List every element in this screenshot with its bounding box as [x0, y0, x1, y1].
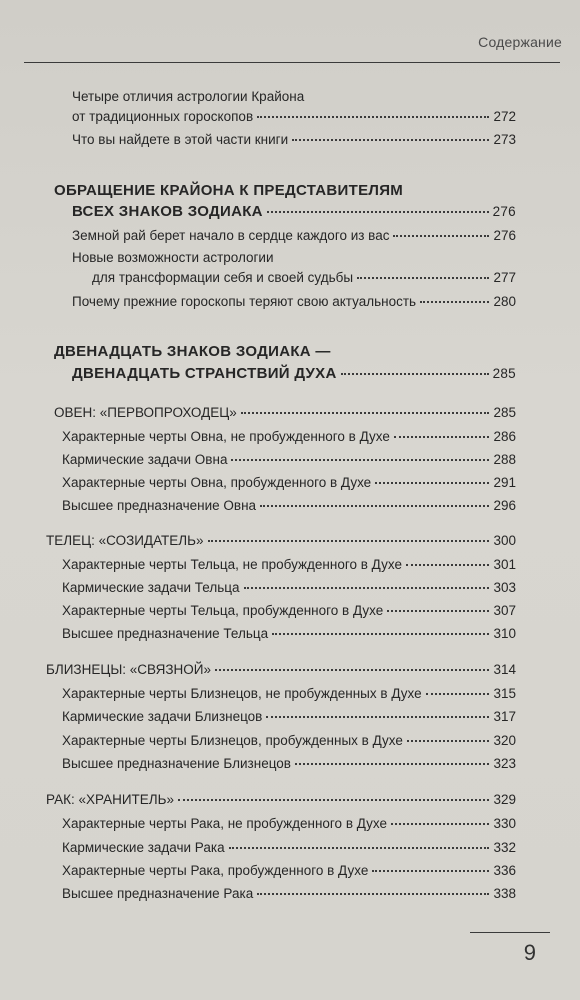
toc-page-number: 320 — [493, 733, 516, 748]
footer-rule — [470, 932, 550, 933]
toc-entry-text: Характерные черты Рака, пробужденного в Духе — [62, 863, 369, 878]
toc-entry — [62, 625, 516, 643]
leader-dots — [260, 505, 489, 507]
toc-entry — [72, 108, 516, 126]
toc-entry — [72, 293, 516, 311]
sign-title-text: БЛИЗНЕЦЫ: «СВЯЗНОЙ» — [46, 662, 211, 677]
leader-dots — [426, 693, 490, 695]
leader-dots — [229, 847, 490, 849]
toc-page-number: 338 — [493, 886, 516, 901]
toc-page-number: 296 — [493, 498, 516, 513]
sign-title-text: ТЕЛЕЦ: «СОЗИДАТЕЛЬ» — [46, 533, 204, 548]
toc-page-number: 277 — [493, 270, 516, 285]
toc-entry-text: Кармические задачи Близнецов — [62, 709, 263, 724]
leader-dots — [267, 211, 489, 213]
leader-dots — [208, 540, 490, 542]
section-title — [72, 203, 516, 221]
section-title-line: ОБРАЩЕНИЕ КРАЙОНА К ПРЕДСТАВИТЕЛЯМ — [54, 182, 404, 199]
toc-entry — [62, 579, 516, 597]
leader-dots — [244, 587, 490, 589]
toc-entry — [62, 708, 516, 726]
toc-page-number: 323 — [493, 756, 516, 771]
toc-page-number: 285 — [493, 405, 516, 420]
section-title — [72, 365, 516, 383]
leader-dots — [272, 633, 489, 635]
toc-entry-text: Высшее предназначение Рака — [62, 886, 254, 901]
toc-page-number: 330 — [493, 816, 516, 831]
leader-dots — [407, 740, 490, 742]
toc-entry-text: Характерные черты Овна, не пробужденного в Духе — [62, 429, 390, 444]
toc-page-number: 300 — [493, 533, 516, 548]
toc-page-number: 310 — [493, 626, 516, 641]
toc-entry-text: Земной рай берет начало в сердце каждого из вас — [72, 228, 390, 243]
toc-entry — [62, 755, 516, 773]
toc-entry — [62, 428, 516, 446]
leader-dots — [406, 564, 490, 566]
toc-entry-text: Высшее предназначение Близнецов — [62, 756, 291, 771]
leader-dots — [341, 373, 489, 375]
leader-dots — [215, 669, 490, 671]
toc-page-number: 317 — [493, 709, 516, 724]
leader-dots — [257, 116, 489, 118]
leader-dots — [372, 870, 489, 872]
toc-entry-text: Кармические задачи Тельца — [62, 580, 240, 595]
leader-dots — [295, 763, 490, 765]
toc-entry-text: Характерные черты Близнецов, не пробужденных в Духе — [62, 686, 422, 701]
leader-dots — [394, 436, 490, 438]
toc-entry-text: Высшее предназначение Тельца — [62, 626, 269, 641]
toc-entry — [62, 556, 516, 574]
sign-title — [46, 532, 516, 550]
toc-entry-text: Характерные черты Тельца, пробужденного в Духе — [62, 603, 384, 618]
leader-dots — [178, 799, 489, 801]
leader-dots — [387, 610, 489, 612]
toc-entry-text: от традиционных гороскопов — [72, 109, 254, 124]
toc-entry — [62, 451, 516, 469]
toc-entry-text: Что вы найдете в этой части книги — [72, 132, 289, 147]
toc-entry-text: Характерные черты Тельца, не пробужденного в Духе — [62, 557, 402, 572]
toc-entry — [62, 885, 516, 903]
toc-page-number: 291 — [493, 475, 516, 490]
sign-title-text: ОВЕН: «ПЕРВОПРОХОДЕЦ» — [54, 405, 237, 420]
toc-entry — [62, 497, 516, 515]
leader-dots — [241, 412, 490, 414]
leader-dots — [393, 235, 489, 237]
toc-page-number: 273 — [493, 132, 516, 147]
leader-dots — [420, 301, 489, 303]
toc-entry-text: Характерные черты Овна, пробужденного в Духе — [62, 475, 372, 490]
toc-entry-text: Кармические задачи Рака — [62, 840, 225, 855]
page-number: 9 — [523, 940, 536, 965]
leader-dots — [257, 893, 489, 895]
toc-page-number: 276 — [493, 228, 516, 243]
section-title-text: ДВЕНАДЦАТЬ СТРАНСТВИЙ ДУХА — [72, 365, 337, 382]
section-title-line: ДВЕНАДЦАТЬ ЗНАКОВ ЗОДИАКА — — [54, 343, 331, 360]
toc-entry-line: Четыре отличия астрологии Крайона — [72, 89, 305, 104]
leader-dots — [357, 277, 489, 279]
sign-title — [46, 791, 516, 809]
toc-entry — [62, 474, 516, 492]
toc-entry — [62, 732, 516, 750]
toc-page-number: 303 — [493, 580, 516, 595]
toc-entry — [62, 685, 516, 703]
toc-page-number: 315 — [493, 686, 516, 701]
toc-entry-text: Характерные черты Близнецов, пробужденных в Духе — [62, 733, 403, 748]
toc-entry-text: Кармические задачи Овна — [62, 452, 228, 467]
toc-entry — [62, 602, 516, 620]
toc-entry — [62, 815, 516, 833]
section-title-text: ВСЕХ ЗНАКОВ ЗОДИАКА — [72, 203, 263, 220]
toc-page-number: 301 — [493, 557, 516, 572]
toc-page-number: 332 — [493, 840, 516, 855]
toc-entry — [92, 269, 516, 287]
leader-dots — [266, 716, 489, 718]
toc-page-number: 280 — [493, 294, 516, 309]
toc-page-number: 329 — [493, 792, 516, 807]
sign-title — [46, 661, 516, 679]
sign-title — [54, 404, 516, 422]
toc-page-number: 314 — [493, 662, 516, 677]
toc-entry-line: Новые возможности астрологии — [72, 250, 274, 265]
leader-dots — [231, 459, 489, 461]
sign-title-text: РАК: «ХРАНИТЕЛЬ» — [46, 792, 175, 807]
toc-page-number: 286 — [493, 429, 516, 444]
toc-entry-text: для трансформации себя и своей судьбы — [92, 270, 354, 285]
toc-entry — [72, 131, 516, 149]
running-head: Содержание — [478, 34, 562, 50]
toc-entry-text: Почему прежние гороскопы теряют свою актуальность — [72, 294, 417, 309]
leader-dots — [292, 139, 489, 141]
toc-page-number: 272 — [493, 109, 516, 124]
toc-entry — [62, 839, 516, 857]
toc-page-number: 276 — [492, 204, 516, 219]
toc-entry — [62, 862, 516, 880]
leader-dots — [391, 823, 489, 825]
toc-page-number: 285 — [492, 366, 516, 381]
toc-entry-text: Высшее предназначение Овна — [62, 498, 257, 513]
toc-entry — [72, 227, 516, 245]
toc-page-number: 288 — [493, 452, 516, 467]
leader-dots — [375, 482, 489, 484]
toc-page-number: 307 — [493, 603, 516, 618]
toc-page-number: 336 — [493, 863, 516, 878]
toc-entry-text: Характерные черты Рака, не пробужденного в Духе — [62, 816, 388, 831]
